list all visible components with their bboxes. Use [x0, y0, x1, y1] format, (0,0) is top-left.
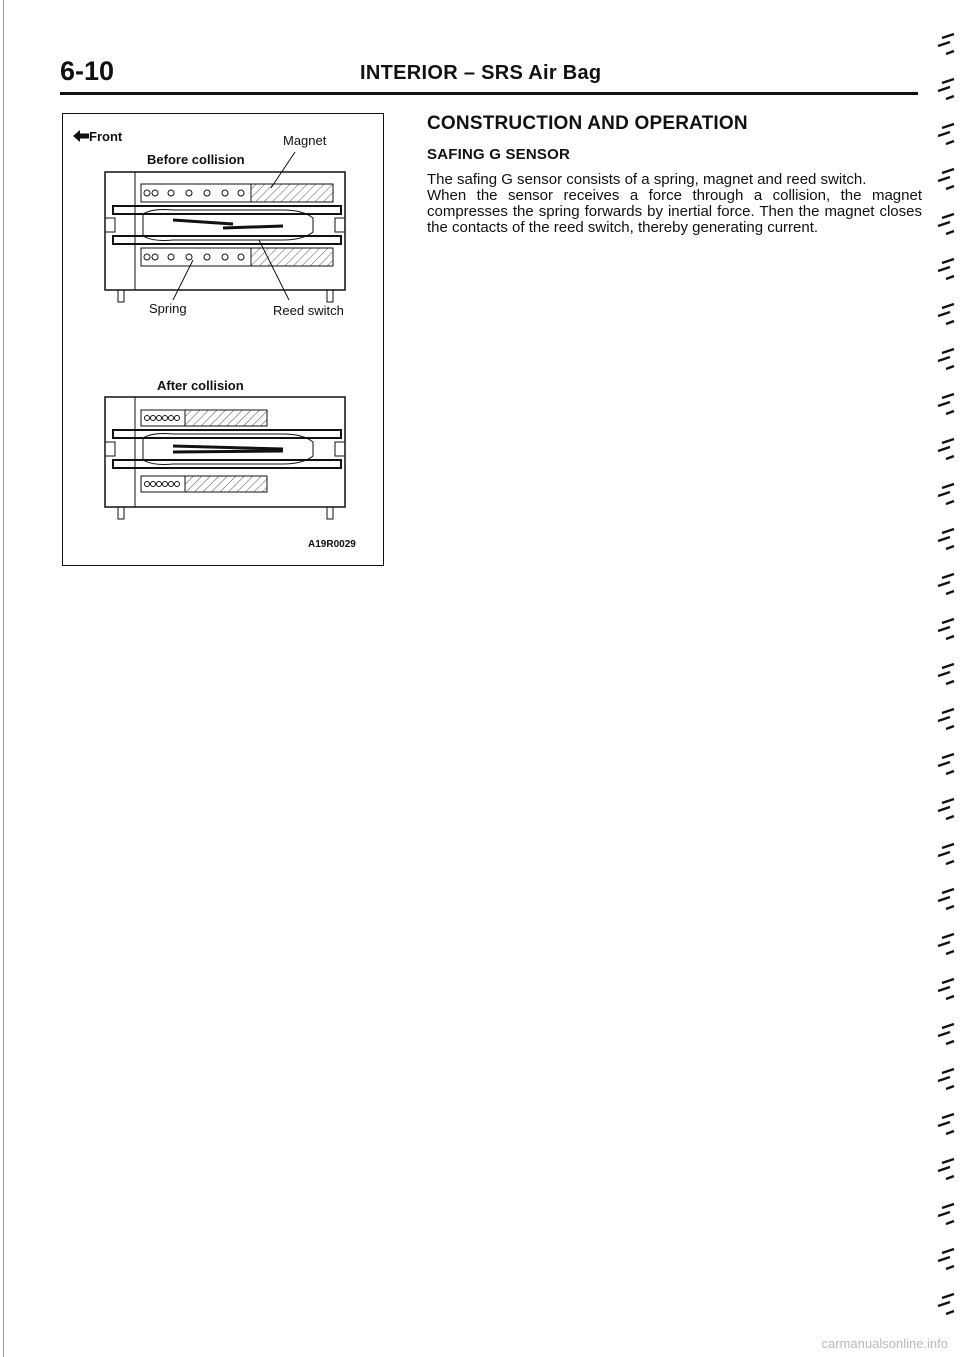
sensor-figure: [62, 113, 384, 566]
figure-code: A19R0029: [308, 539, 356, 550]
edge-mark: [938, 214, 954, 234]
edge-mark: [938, 574, 954, 594]
edge-mark: [938, 394, 954, 414]
edge-mark: [938, 349, 954, 369]
edge-mark: [938, 1294, 954, 1314]
binding-edge-marks: [920, 0, 960, 1357]
edge-mark: [938, 1069, 954, 1089]
edge-mark: [938, 1159, 954, 1179]
edge-mark: [938, 259, 954, 279]
edge-mark: [938, 934, 954, 954]
edge-mark: [938, 979, 954, 999]
spring-label: Spring: [149, 301, 187, 316]
scan-edge-line: [3, 0, 4, 1357]
edge-mark: [938, 1114, 954, 1134]
edge-mark: [938, 664, 954, 684]
edge-mark: [938, 799, 954, 819]
paragraph-1: The safing G sensor consists of a spring, magnet and reed switch.: [427, 171, 867, 188]
edge-mark: [938, 754, 954, 774]
reed-switch-label: Reed switch: [273, 303, 344, 318]
arrow-left-icon: [73, 129, 89, 143]
edge-mark: [938, 439, 954, 459]
edge-mark: [938, 619, 954, 639]
edge-mark: [938, 169, 954, 189]
page-title: INTERIOR – SRS Air Bag: [360, 62, 602, 84]
header-rule: [60, 92, 918, 95]
after-collision-label: After collision: [157, 378, 244, 393]
edge-mark: [938, 124, 954, 144]
edge-mark: [938, 709, 954, 729]
edge-mark: [938, 529, 954, 549]
front-label: Front: [89, 129, 123, 144]
edge-mark: [938, 889, 954, 909]
sensor-diagram: [63, 114, 385, 567]
edge-mark: [938, 1249, 954, 1269]
edge-mark: [938, 844, 954, 864]
content-column: [427, 113, 922, 236]
subsection-title: SAFING G SENSOR: [427, 146, 571, 163]
magnet-label: Magnet: [283, 133, 327, 148]
edge-mark: [938, 79, 954, 99]
edge-mark: [938, 484, 954, 504]
edge-mark: [938, 304, 954, 324]
watermark: carmanualsonline.info: [821, 1336, 948, 1351]
section-title: CONSTRUCTION AND OPERATION: [427, 113, 748, 134]
edge-mark: [938, 34, 954, 54]
before-collision-label: Before collision: [147, 152, 245, 167]
after-collision-diagram: [105, 397, 345, 519]
before-collision-diagram: [105, 152, 345, 302]
edge-mark: [938, 1204, 954, 1224]
edge-mark: [938, 1024, 954, 1044]
paragraph-2: When the sensor receives a force through a collision, the magnet compresses the spring forwards by inertial force. Then the magnet closes the contacts of the reed switch, thereby generating current.: [427, 187, 922, 236]
page-number: 6-10: [60, 56, 115, 86]
